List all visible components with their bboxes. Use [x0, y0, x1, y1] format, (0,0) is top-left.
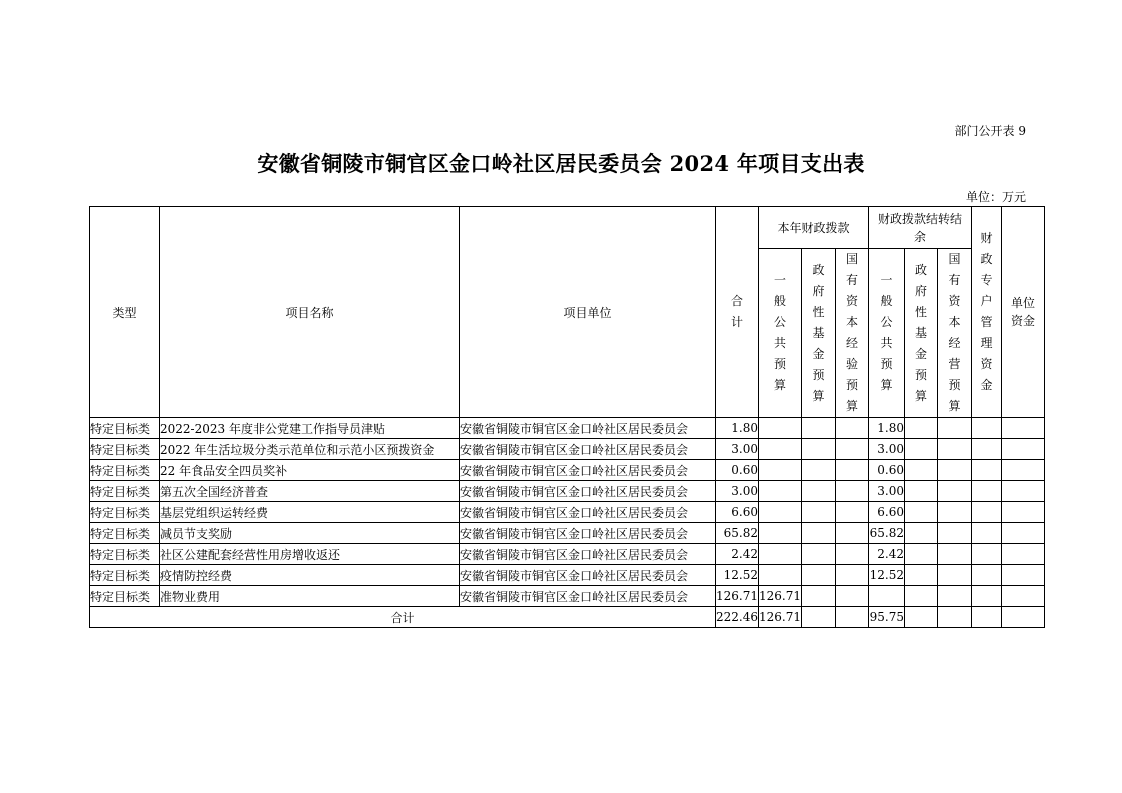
cell-cy-general [759, 502, 802, 523]
cell-total: 3.00 [716, 481, 759, 502]
header-current-year-group: 本年财政拨款 [759, 207, 869, 249]
cell-co-gov [905, 481, 938, 502]
cell-cy-gov [802, 418, 836, 439]
cell-total: 6.60 [716, 502, 759, 523]
cell-total: 2.42 [716, 544, 759, 565]
cell-project-name: 2022-2023 年度非公党建工作指导员津贴 [160, 418, 460, 439]
cell-cy-gov [802, 523, 836, 544]
cell-unit-fund [1002, 565, 1045, 586]
cell-unit-fund [1002, 418, 1045, 439]
cell-special [972, 544, 1002, 565]
cell-total: 65.82 [716, 523, 759, 544]
header-co-state-capital: 国有资本经营预算 [938, 249, 972, 418]
cell-co-gov [905, 460, 938, 481]
cell-project-name: 基层党组织运转经费 [160, 502, 460, 523]
cell-type: 特定目标类 [90, 439, 160, 460]
header-carryover-group: 财政拨款结转结余 [869, 207, 972, 249]
cell-co-gov [905, 523, 938, 544]
cell-co-gov [905, 565, 938, 586]
cell-cy-general [759, 523, 802, 544]
cell-cy-general [759, 460, 802, 481]
header-co-gov-fund: 政府性基金预算 [905, 249, 938, 418]
totals-unit-fund [1002, 607, 1045, 628]
header-fiscal-special: 财政专户管理资金 [972, 207, 1002, 418]
cell-co-gov [905, 418, 938, 439]
cell-special [972, 460, 1002, 481]
table-body [90, 418, 1045, 628]
cell-special [972, 418, 1002, 439]
cell-cy-general [759, 418, 802, 439]
cell-co-gov [905, 502, 938, 523]
cell-cy-general [759, 439, 802, 460]
cell-project-name: 疫情防控经费 [160, 565, 460, 586]
cell-type: 特定目标类 [90, 544, 160, 565]
totals-cy-state [836, 607, 869, 628]
table-row [90, 439, 1045, 460]
cell-total: 126.71 [716, 586, 759, 607]
cell-project-unit: 安徽省铜陵市铜官区金口岭社区居民委员会 [460, 523, 716, 544]
cell-cy-gov [802, 481, 836, 502]
cell-special [972, 502, 1002, 523]
totals-label: 合计 [90, 607, 716, 628]
cell-special [972, 523, 1002, 544]
cell-cy-general [759, 565, 802, 586]
cell-unit-fund [1002, 439, 1045, 460]
cell-special [972, 565, 1002, 586]
cell-co-state [938, 586, 972, 607]
header-total: 合计 [716, 207, 759, 418]
cell-cy-gov [802, 544, 836, 565]
cell-cy-state [836, 523, 869, 544]
table-row [90, 565, 1045, 586]
cell-cy-state [836, 481, 869, 502]
cell-special [972, 481, 1002, 502]
header-project-name: 项目名称 [160, 207, 460, 418]
cell-cy-state [836, 460, 869, 481]
header-cy-gov-fund: 政府性基金预算 [802, 249, 836, 418]
cell-co-state [938, 544, 972, 565]
cell-unit-fund [1002, 523, 1045, 544]
cell-cy-gov [802, 586, 836, 607]
cell-co-general: 2.42 [869, 544, 905, 565]
totals-cy-gov [802, 607, 836, 628]
cell-project-name: 准物业费用 [160, 586, 460, 607]
cell-cy-gov [802, 439, 836, 460]
cell-project-unit: 安徽省铜陵市铜官区金口岭社区居民委员会 [460, 565, 716, 586]
table-row [90, 418, 1045, 439]
header-cy-general: 一般公共预算 [759, 249, 802, 418]
cell-type: 特定目标类 [90, 481, 160, 502]
cell-co-general: 1.80 [869, 418, 905, 439]
cell-unit-fund [1002, 544, 1045, 565]
table-row [90, 544, 1045, 565]
header-cy-state-capital: 国有资本经验预算 [836, 249, 869, 418]
cell-co-general: 6.60 [869, 502, 905, 523]
cell-co-gov [905, 544, 938, 565]
page-title: 安徽省铜陵市铜官区金口岭社区居民委员会 2024 年项目支出表 [257, 151, 865, 176]
cell-cy-general [759, 481, 802, 502]
cell-project-unit: 安徽省铜陵市铜官区金口岭社区居民委员会 [460, 586, 716, 607]
cell-cy-general [759, 544, 802, 565]
cell-project-unit: 安徽省铜陵市铜官区金口岭社区居民委员会 [460, 544, 716, 565]
table-row [90, 481, 1045, 502]
cell-cy-gov [802, 502, 836, 523]
cell-unit-fund [1002, 460, 1045, 481]
cell-co-state [938, 523, 972, 544]
cell-project-name: 社区公建配套经营性用房增收返还 [160, 544, 460, 565]
cell-cy-state [836, 418, 869, 439]
cell-cy-gov [802, 565, 836, 586]
cell-unit-fund [1002, 481, 1045, 502]
header-co-general: 一般公共预算 [869, 249, 905, 418]
header-unit-funds: 单位资金 [1002, 207, 1045, 418]
cell-cy-state [836, 544, 869, 565]
cell-cy-state [836, 586, 869, 607]
cell-project-name: 减员节支奖励 [160, 523, 460, 544]
cell-special [972, 439, 1002, 460]
cell-cy-state [836, 565, 869, 586]
cell-type: 特定目标类 [90, 586, 160, 607]
totals-special [972, 607, 1002, 628]
cell-project-name: 第五次全国经济普查 [160, 481, 460, 502]
cell-co-gov [905, 439, 938, 460]
cell-type: 特定目标类 [90, 460, 160, 481]
totals-co-general: 95.75 [869, 607, 905, 628]
cell-unit-fund [1002, 502, 1045, 523]
totals-co-gov [905, 607, 938, 628]
totals-cy-general: 126.71 [759, 607, 802, 628]
cell-project-unit: 安徽省铜陵市铜官区金口岭社区居民委员会 [460, 502, 716, 523]
cell-type: 特定目标类 [90, 565, 160, 586]
cell-co-general: 0.60 [869, 460, 905, 481]
expenditure-table [89, 206, 1045, 628]
cell-project-unit: 安徽省铜陵市铜官区金口岭社区居民委员会 [460, 460, 716, 481]
cell-project-name: 2022 年生活垃圾分类示范单位和示范小区预拨资金 [160, 439, 460, 460]
cell-special [972, 586, 1002, 607]
table-row [90, 502, 1045, 523]
cell-co-general [869, 586, 905, 607]
cell-project-unit: 安徽省铜陵市铜官区金口岭社区居民委员会 [460, 418, 716, 439]
cell-type: 特定目标类 [90, 523, 160, 544]
table-row [90, 523, 1045, 544]
cell-total: 12.52 [716, 565, 759, 586]
cell-co-general: 65.82 [869, 523, 905, 544]
cell-co-general: 3.00 [869, 439, 905, 460]
header-type: 类型 [90, 207, 160, 418]
cell-co-state [938, 418, 972, 439]
cell-project-name: 22 年食品安全四员奖补 [160, 460, 460, 481]
table-row [90, 586, 1045, 607]
cell-co-state [938, 460, 972, 481]
cell-co-state [938, 565, 972, 586]
cell-co-state [938, 502, 972, 523]
header-project-unit: 项目单位 [460, 207, 716, 418]
cell-cy-state [836, 502, 869, 523]
cell-co-state [938, 481, 972, 502]
cell-co-gov [905, 586, 938, 607]
cell-cy-gov [802, 460, 836, 481]
cell-co-general: 3.00 [869, 481, 905, 502]
cell-total: 1.80 [716, 418, 759, 439]
cell-project-unit: 安徽省铜陵市铜官区金口岭社区居民委员会 [460, 481, 716, 502]
form-number: 部门公开表 9 [954, 124, 1026, 138]
cell-unit-fund [1002, 586, 1045, 607]
cell-total: 3.00 [716, 439, 759, 460]
cell-co-state [938, 439, 972, 460]
table-row [90, 460, 1045, 481]
totals-row [90, 607, 1045, 628]
unit-label: 单位：万元 [965, 190, 1026, 204]
totals-total: 222.46 [716, 607, 759, 628]
cell-total: 0.60 [716, 460, 759, 481]
cell-type: 特定目标类 [90, 418, 160, 439]
cell-co-general: 12.52 [869, 565, 905, 586]
cell-project-unit: 安徽省铜陵市铜官区金口岭社区居民委员会 [460, 439, 716, 460]
totals-co-state [938, 607, 972, 628]
cell-cy-general: 126.71 [759, 586, 802, 607]
cell-type: 特定目标类 [90, 502, 160, 523]
cell-cy-state [836, 439, 869, 460]
